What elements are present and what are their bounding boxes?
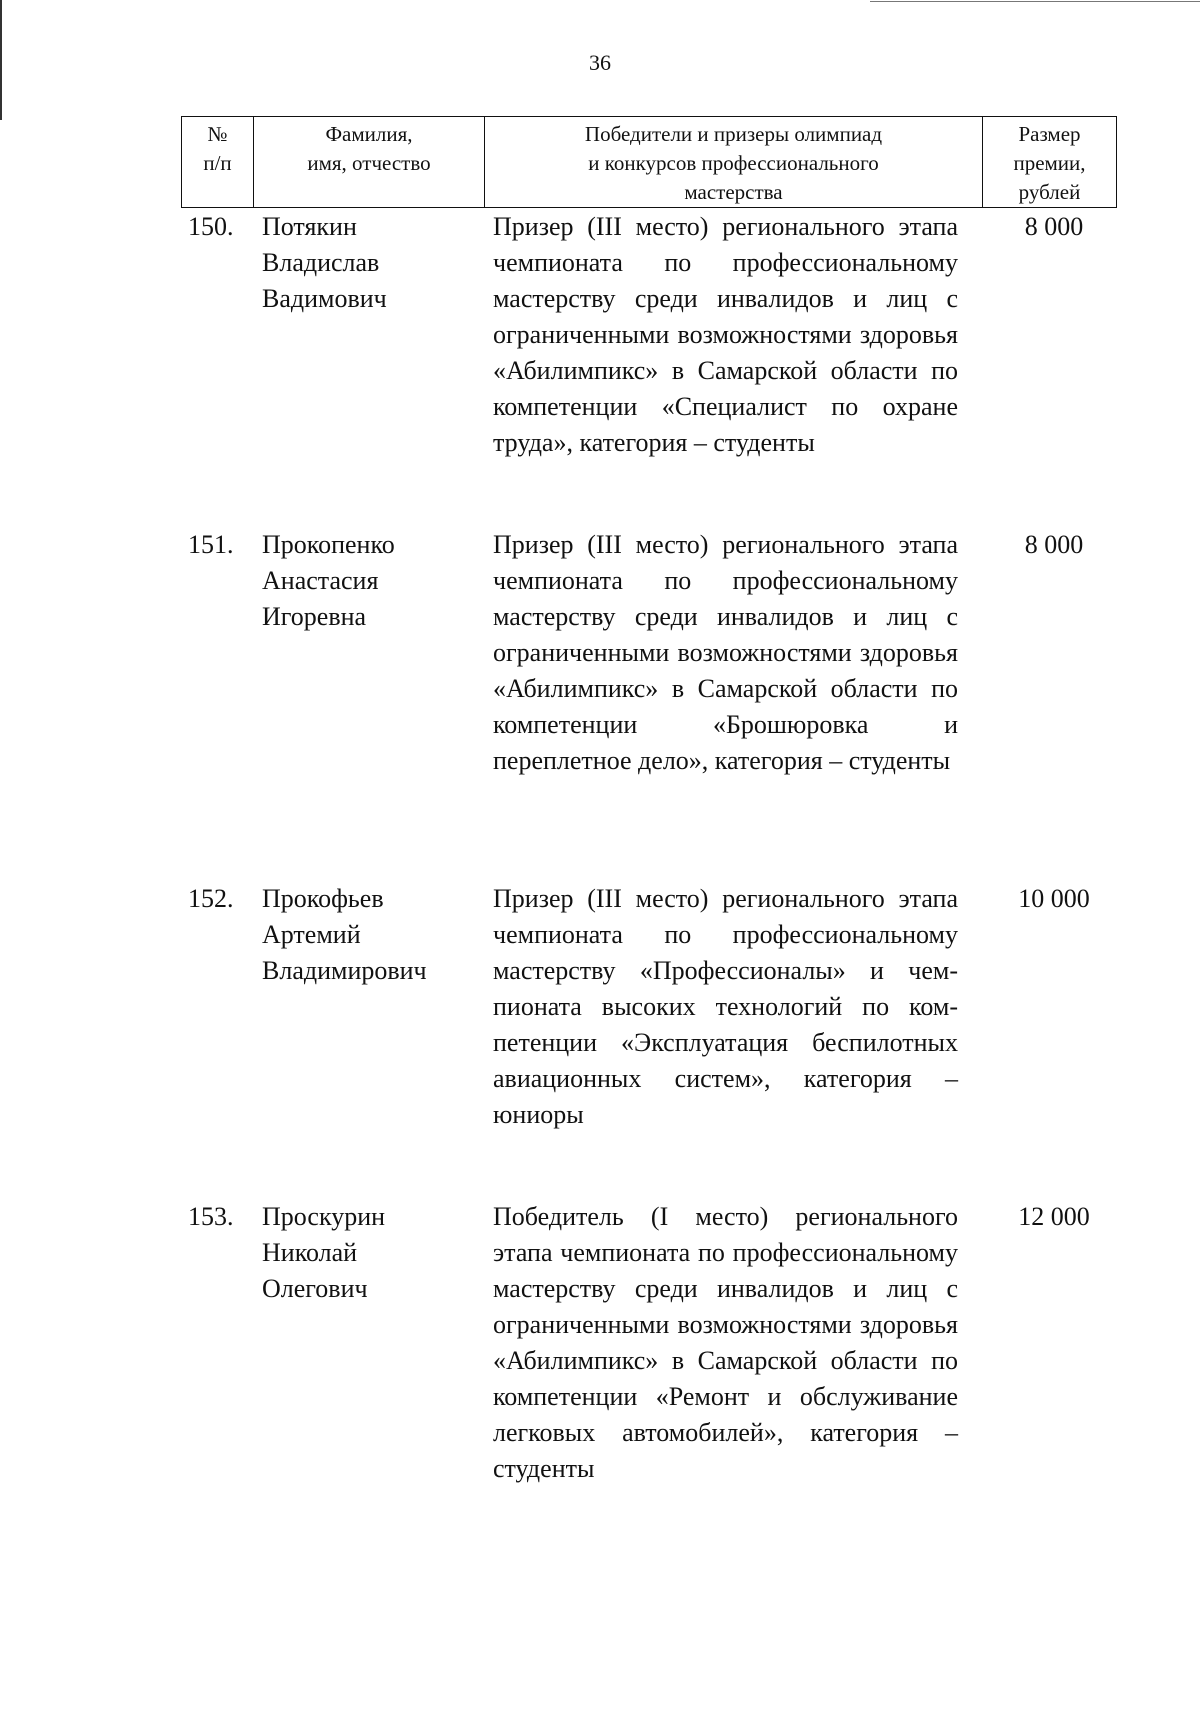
header-number-column: № п/п [182, 117, 254, 207]
header-description-column: Победители и призеры олимпиад и конкурсов профессионального мастерства [485, 117, 983, 207]
row-full-name: Потякин Владислав Вадимович [262, 212, 387, 313]
row-amount: 10 000 [1018, 884, 1090, 913]
header-name-column: Фамилия, имя, отчество [254, 117, 485, 207]
row-description: Победитель (I место) регионального этапа чемпионата по профессиональному мастерству среди инвалидов и лиц с ограниченными возможностями здоровья «Абилимпикс» в Самарской области по компетенции «Ремонт и обслуживание легковых автомобилей», категория – студенты [493, 1202, 958, 1483]
row-number: 150. [188, 212, 234, 241]
row-amount: 12 000 [1018, 1202, 1090, 1231]
row-number: 151. [188, 530, 234, 559]
row-amount: 8 000 [1024, 212, 1084, 241]
row-full-name: Прокофьев Артемий Владимирович [262, 884, 427, 985]
header-amount-column: Размер премии, рублей [1013, 122, 1086, 204]
row-full-name: Проскурин Николай Олегович [262, 1202, 386, 1303]
row-number: 152. [188, 884, 234, 913]
row-number: 153. [188, 1202, 234, 1231]
table-header [181, 116, 1117, 208]
row-description: Призер (III место) регионального этапа чемпионата по профессиональному мастерству среди инвалидов и лиц с ограниченными возможностями здоровья «Абилимпикс» в Самарской области по компетенции «Брошюровка и переплетное дело», категория – студенты [493, 530, 958, 775]
row-description: Призер (III место) регионального этапа чемпионата по профессиональному мастерству среди инвалидов и лиц с ограниченными возможностями здоровья «Абилимпикс» в Самарской области по компетенции «Специалист по охране труда», категория – студенты [493, 212, 958, 457]
page-number: 36 [589, 50, 611, 75]
row-full-name: Прокопенко Анастасия Игоревна [262, 530, 395, 631]
row-description: Призер (III место) регионального этапа чемпионата по профессиональному мастерству «Профессионалы» и чемпионата высоких технологий по компетенции «Эксплуатация беспилотных авиационных систем», категория – юниоры [493, 884, 958, 1129]
row-amount: 8 000 [1024, 530, 1084, 559]
top-edge-rule [870, 1, 1200, 2]
